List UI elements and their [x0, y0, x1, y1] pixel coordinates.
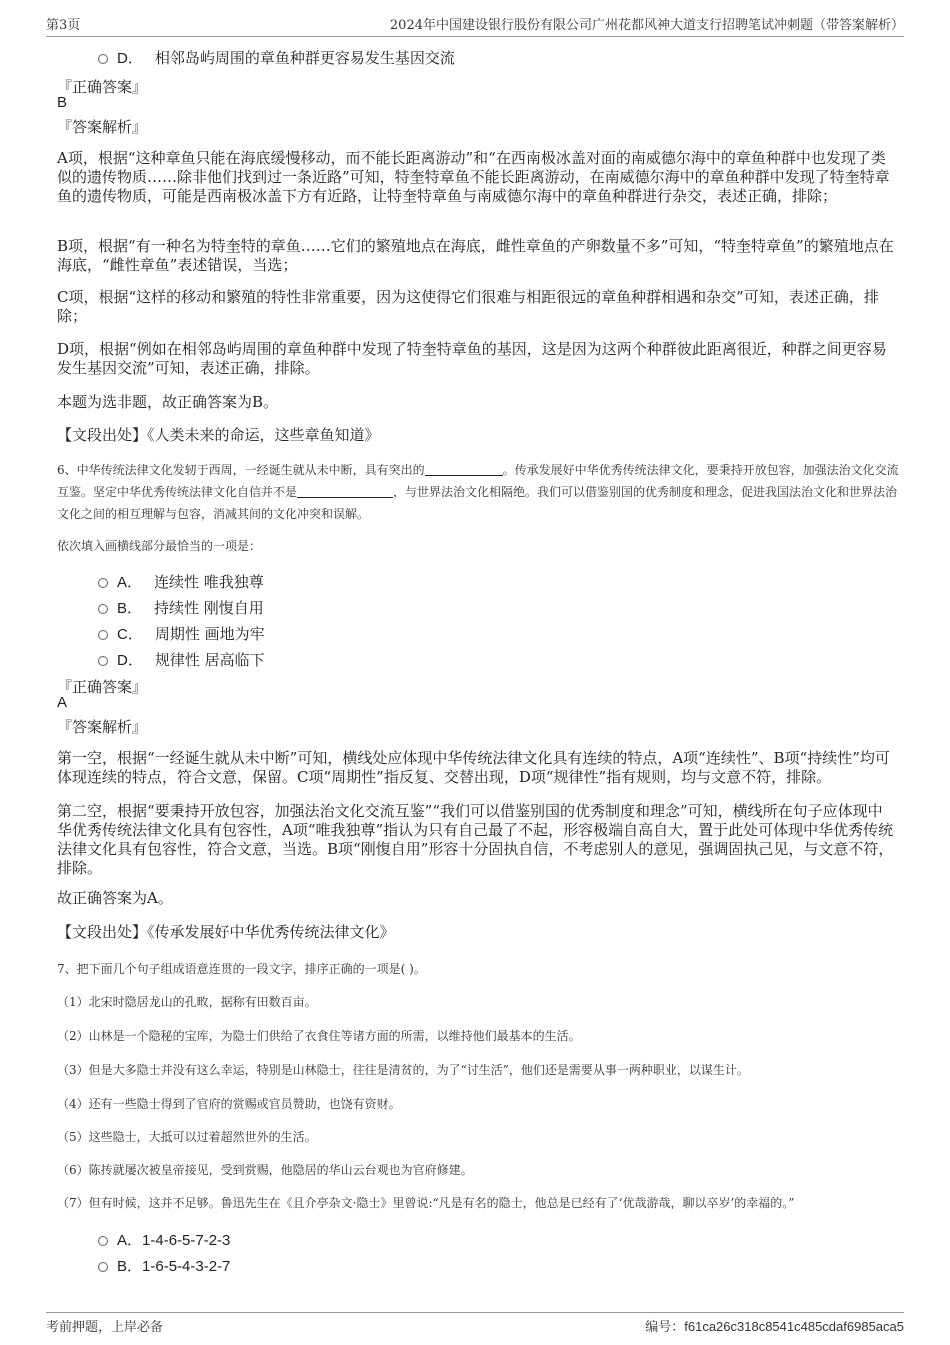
radio-icon[interactable]: [98, 54, 108, 64]
q6-answer: A: [57, 694, 68, 711]
q7-sentence-6: （6）陈抟就屡次被皇帝接见，受到赏赐，他隐居的华山云台观也为官府修建。: [57, 1163, 473, 1177]
footer-slogan: 考前押题，上岸必备: [46, 1320, 164, 1335]
q6-analysis-2: 第二空，根据“要秉持开放包容，加强法治文化交流互鉴”“我们可以借鉴别国的优秀制度和理念”可知，横线所在句子应体现中华优秀传统法律文化具有包容性，A项“唯我独尊”指认为只有自己最了不起，形容极端自高自大，置于此处可体现中华优秀传统法律文化具有包容性，符合文意，当选。B项“刚愎自用”形容十分固执自信，不考虑别人的意见，强调固执己见，与文意不符，排除。: [57, 802, 894, 877]
blank-line-1: [425, 463, 503, 476]
q7-sentence-3: （3）但是大多隐士并没有这么幸运，特别是山林隐士，往往是清贫的，为了“讨生活”，他们还是需要从事一两种职业，以谋生计。: [57, 1063, 749, 1077]
q6-option-b[interactable]: B． 持续性 刚愎自用: [98, 597, 264, 618]
q5-source: 【文段出处】《人类未来的命运，这些章鱼知道》: [57, 426, 380, 444]
radio-icon[interactable]: [98, 1236, 108, 1246]
blank-line-2: [297, 485, 393, 498]
q7-sentence-2: （2）山林是一个隐秘的宝库，为隐士们供给了衣食住等诸方面的所需，以维持他们最基本的生活。: [57, 1029, 581, 1043]
q5-analysis-a: A项，根据“这种章鱼只能在海底缓慢移动，而不能长距离游动”和“在西南极冰盖对面的南威德尔海中的章鱼种群中也发现了类似的遗传物质……除非他们找到过一条近路”可知，特奎特章鱼不能长距离游动，在南威德尔海中的章鱼种群中发现了特奎特章鱼的遗传物质，可能是西南极冰盖下方有近路，让特奎特章鱼与南威德尔海中的章鱼种群进行杂交，表述正确，排除；: [57, 149, 890, 205]
q6-option-d[interactable]: D． 规律性 居高临下: [98, 649, 265, 670]
q5-analysis-d: D项，根据“例如在相邻岛屿周围的章鱼种群中发现了特奎特章鱼的基因，这是因为这两个种群彼此距离很近，种群之间更容易发生基因交流”可知，表述正确，排除。: [57, 340, 887, 377]
q7-stem: 7、把下面几个句子组成语意连贯的一段文字，排序正确的一项是( )。: [57, 962, 426, 976]
page-header: [46, 14, 904, 37]
q5-option-d[interactable]: D． 相邻岛屿周围的章鱼种群更容易发生基因交流: [98, 47, 455, 68]
q6-stem: 6、中华传统法律文化发轫于西周，一经诞生就从未中断，具有突出的 。传承发展好中华优秀传统法律文化，要秉持开放包容，加强法治文化交流互鉴。坚定中华优秀传统法律文化自信并不是 ，与世界法治文化相隔绝。我们可以借鉴别国的优秀制度和理念，促进我国法治文化和世界法治文化之间的相互理解与包容，消减其间的文化冲突和误解。: [57, 463, 899, 521]
q7-option-b[interactable]: B．1-6-5-4-3-2-7: [98, 1255, 230, 1276]
q5-analysis-label: 『答案解析』: [57, 118, 148, 136]
page-footer: [46, 1312, 904, 1335]
q5-answer-label: 『正确答案』: [57, 78, 148, 96]
q5-analysis-c: C项，根据“这样的移动和繁殖的特性非常重要，因为这使得它们很难与相距很远的章鱼种群相遇和杂交”可知，表述正确，排除；: [57, 288, 879, 325]
q6-option-a[interactable]: A． 连续性 唯我独尊: [98, 571, 264, 592]
q7-option-a[interactable]: A．1-4-6-5-7-2-3: [98, 1229, 230, 1250]
q7-sentence-7: （7）但有时候，这并不足够。鲁迅先生在《且介亭杂文·隐士》里曾说:“凡是有名的隐士，他总是已经有了‘优哉游哉，聊以卒岁’的幸福的。”: [57, 1196, 795, 1210]
q7-sentence-5: （5）这些隐士，大抵可以过着超然世外的生活。: [57, 1130, 317, 1144]
radio-icon[interactable]: [98, 656, 108, 666]
q5-analysis-b: B项，根据“有一种名为特奎特的章鱼……它们的繁殖地点在海底，雌性章鱼的产卵数量不多”可知，“特奎特章鱼”的繁殖地点在海底，“雌性章鱼”表述错误，当选；: [57, 237, 894, 274]
q5-answer: B: [57, 94, 68, 111]
radio-icon[interactable]: [98, 1262, 108, 1272]
q6-answer-label: 『正确答案』: [57, 678, 148, 696]
q6-prompt: 依次填入画横线部分最恰当的一项是：: [57, 539, 262, 553]
q6-analysis-label: 『答案解析』: [57, 718, 148, 736]
page-number: 第3页: [46, 18, 81, 33]
q6-conclusion: 故正确答案为A。: [57, 889, 173, 907]
document-code: 编号：f61ca26c318c8541c485cdaf6985aca5: [645, 1319, 904, 1335]
q6-option-c[interactable]: C． 周期性 画地为牢: [98, 623, 265, 644]
document-title: 2024年中国建设银行股份有限公司广州花都风神大道支行招聘笔试冲刺题（带答案解析）: [389, 18, 904, 33]
q7-sentence-4: （4）还有一些隐士得到了官府的赏赐或官员赞助，也饶有资财。: [57, 1097, 401, 1111]
radio-icon[interactable]: [98, 604, 108, 614]
q6-analysis-1: 第一空，根据“一经诞生就从未中断”可知，横线处应体现中华传统法律文化具有连续的特点，A项“连续性”、B项“持续性”均可体现连续的特点，符合文意，保留。C项“周期性”指反复、交替出现，D项“规律性”指有规则，均与文意不符，排除。: [57, 749, 890, 786]
radio-icon[interactable]: [98, 578, 108, 588]
q6-source: 【文段出处】《传承发展好中华优秀传统法律文化》: [57, 923, 395, 941]
q7-sentence-1: （1）北宋时隐居龙山的孔畋，据称有田数百亩。: [57, 995, 317, 1009]
radio-icon[interactable]: [98, 630, 108, 640]
q5-conclusion: 本题为选非题，故正确答案为B。: [57, 393, 279, 411]
